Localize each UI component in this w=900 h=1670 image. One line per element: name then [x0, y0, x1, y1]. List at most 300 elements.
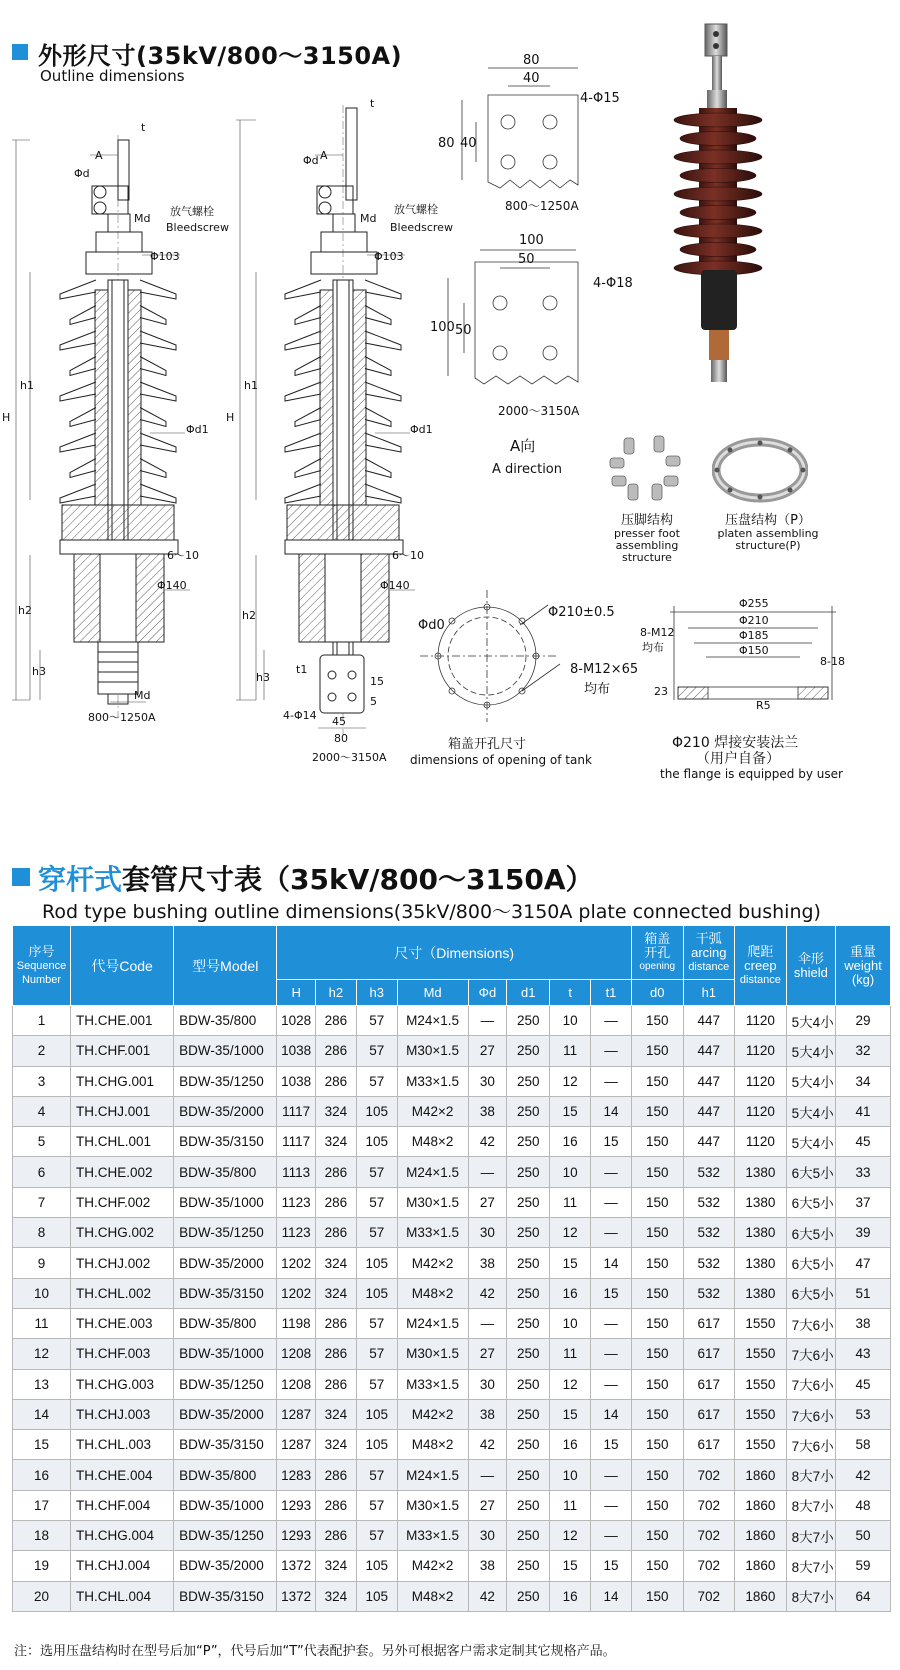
table-cell: 14 — [13, 1399, 71, 1429]
sub-h2: h2 — [316, 980, 357, 1006]
table-cell: — — [591, 1066, 632, 1096]
plate1-range: 800～1250A — [505, 199, 579, 213]
dim-holes-right: 4-Φ14 — [283, 709, 317, 722]
table-cell: 250 — [507, 1521, 550, 1551]
table-cell: TH.CHL.001 — [71, 1127, 174, 1157]
table-cell: BDW-35/2000 — [174, 1096, 277, 1126]
sub-h1: h1 — [683, 980, 735, 1006]
table-cell: 1123 — [277, 1218, 316, 1248]
table-cell: BDW-35/3150 — [174, 1278, 277, 1308]
dim-t1-right: t1 — [296, 663, 308, 676]
table-cell: 1293 — [277, 1490, 316, 1520]
table-cell: 150 — [631, 1369, 683, 1399]
dim-md-right: Md — [360, 212, 377, 225]
table-cell: BDW-35/3150 — [174, 1127, 277, 1157]
tank-en: dimensions of opening of tank — [410, 753, 592, 767]
table-cell: 105 — [356, 1399, 397, 1429]
table-cell: 2 — [13, 1036, 71, 1066]
table-row — [13, 1521, 891, 1551]
table-cell: M33×1.5 — [397, 1521, 468, 1551]
plate1-hhalf: 40 — [460, 136, 477, 151]
table-cell: 1120 — [735, 1066, 787, 1096]
table-cell: 702 — [683, 1551, 735, 1581]
bushing-photo — [665, 20, 775, 390]
table-cell: M42×2 — [397, 1248, 468, 1278]
platen-cn: 压盘结构（P） — [725, 513, 811, 528]
dim-H-right: H — [226, 411, 235, 424]
table-cell: 105 — [356, 1127, 397, 1157]
table-cell: 15 — [591, 1430, 632, 1460]
table-cell: 532 — [683, 1218, 735, 1248]
table-cell: BDW-35/1000 — [174, 1490, 277, 1520]
table-row — [13, 1096, 891, 1126]
dim-h3-left: h3 — [32, 665, 46, 678]
bushing-drawing-left — [60, 135, 178, 718]
dim-h3-right: h3 — [256, 671, 270, 684]
table-cell: 43 — [836, 1339, 891, 1369]
table-cell: TH.CHF.003 — [71, 1339, 174, 1369]
table-cell: 286 — [316, 1521, 357, 1551]
bushing-drawing-right — [285, 105, 403, 735]
table-cell: 1550 — [735, 1369, 787, 1399]
table-cell: 8大7小 — [786, 1460, 835, 1490]
table-cell: 702 — [683, 1581, 735, 1611]
table-cell: 250 — [507, 1218, 550, 1248]
table-cell: — — [468, 1157, 507, 1187]
table-cell: 15 — [550, 1399, 591, 1429]
table-cell: 15 — [591, 1551, 632, 1581]
table-cell: 57 — [356, 1521, 397, 1551]
table-cell: 16 — [550, 1430, 591, 1460]
table-cell: 1208 — [277, 1369, 316, 1399]
table-cell: — — [591, 1339, 632, 1369]
bleed-cn-right: 放气螺栓 — [394, 203, 438, 216]
table-cell: 30 — [468, 1521, 507, 1551]
table-cell: BDW-35/1000 — [174, 1339, 277, 1369]
table-row — [13, 1157, 891, 1187]
col-weight-unit: (kg) — [851, 971, 875, 987]
table-cell: 45 — [836, 1369, 891, 1399]
table-cell: 286 — [316, 1218, 357, 1248]
table-cell: 42 — [836, 1460, 891, 1490]
dim-80-right: 80 — [334, 732, 348, 745]
table-cell: 1550 — [735, 1399, 787, 1429]
table-cell: 30 — [468, 1369, 507, 1399]
plate1-holes: 4-Φ15 — [580, 91, 620, 106]
col-weight — [836, 926, 891, 1006]
a-direction-en: A direction — [492, 462, 562, 477]
table-cell: 6大5小 — [786, 1157, 835, 1187]
col-creep — [735, 926, 787, 1006]
flange-d150: Φ150 — [739, 644, 769, 657]
dim-H-left: H — [2, 411, 11, 424]
table-cell: 57 — [356, 1157, 397, 1187]
plate2-half: 50 — [518, 252, 535, 267]
table-cell: TH.CHJ.003 — [71, 1399, 174, 1429]
table-cell: 1117 — [277, 1127, 316, 1157]
table-cell: 57 — [356, 1339, 397, 1369]
table-cell: 6大5小 — [786, 1187, 835, 1217]
col-shield — [786, 926, 835, 1006]
table-cell: 150 — [631, 1187, 683, 1217]
table-cell: 51 — [836, 1278, 891, 1308]
table-cell: 7大6小 — [786, 1369, 835, 1399]
table-cell: M33×1.5 — [397, 1369, 468, 1399]
table-cell: 27 — [468, 1036, 507, 1066]
table-cell: 12 — [550, 1218, 591, 1248]
col-creep-en1: creep — [744, 957, 777, 973]
table-cell: 13 — [13, 1369, 71, 1399]
col-weight-en: weight — [844, 957, 882, 973]
table-cell: 1380 — [735, 1248, 787, 1278]
table-cell: TH.CHG.003 — [71, 1369, 174, 1399]
dim-md-left: Md — [134, 212, 151, 225]
table-cell: 286 — [316, 1460, 357, 1490]
table-cell: 1028 — [277, 1006, 316, 1036]
table-cell: TH.CHL.002 — [71, 1278, 174, 1308]
table-cell: BDW-35/800 — [174, 1460, 277, 1490]
col-dimensions: 尺寸（Dimensions) — [277, 926, 632, 980]
col-arcing-en1: arcing — [691, 944, 727, 960]
col-seq-en1: Sequence — [16, 959, 67, 972]
table-cell: 286 — [316, 1369, 357, 1399]
spec-table — [12, 925, 891, 1612]
dim-45-right: 45 — [332, 715, 346, 728]
table-cell: BDW-35/3150 — [174, 1430, 277, 1460]
table-cell: 150 — [631, 1096, 683, 1126]
table-cell: 250 — [507, 1308, 550, 1338]
dim-phi103-right: Φ103 — [374, 250, 404, 263]
table-cell: 150 — [631, 1248, 683, 1278]
table-row — [13, 1581, 891, 1611]
table-cell: 47 — [836, 1248, 891, 1278]
table-cell: M24×1.5 — [397, 1157, 468, 1187]
table-cell: 1202 — [277, 1278, 316, 1308]
presser-en: presser foot assembling structure — [614, 527, 680, 564]
table-row — [13, 1218, 891, 1248]
flange-cn2: （用户自备） — [696, 751, 780, 767]
table-cell: 37 — [836, 1187, 891, 1217]
table-cell: 10 — [550, 1006, 591, 1036]
table-cell: — — [591, 1308, 632, 1338]
table-cell: 250 — [507, 1369, 550, 1399]
table-cell: 42 — [468, 1581, 507, 1611]
table-cell: 250 — [507, 1278, 550, 1308]
flange-h23: 23 — [654, 685, 668, 698]
table-cell: 150 — [631, 1278, 683, 1308]
table-cell: 12 — [550, 1066, 591, 1096]
col-opening — [631, 926, 683, 980]
table-cell: 1038 — [277, 1036, 316, 1066]
table-cell: 8大7小 — [786, 1490, 835, 1520]
plate1-half: 40 — [523, 71, 540, 86]
table-cell: 1202 — [277, 1248, 316, 1278]
col-model: 型号Model — [174, 926, 277, 1006]
tank-cn: 箱盖开孔尺寸 — [448, 737, 527, 752]
table-cell: 150 — [631, 1066, 683, 1096]
tank-d210: Φ210±0.5 — [548, 605, 615, 620]
sub-d1: d1 — [507, 980, 550, 1006]
table-cell: 5大4小 — [786, 1036, 835, 1066]
table-cell: 286 — [316, 1490, 357, 1520]
table-cell: 1287 — [277, 1430, 316, 1460]
table-cell: 532 — [683, 1187, 735, 1217]
presser-cn: 压脚结构 — [620, 513, 673, 528]
table-cell: 6 — [13, 1157, 71, 1187]
table-cell: BDW-35/800 — [174, 1006, 277, 1036]
dim-gap-left: 6～10 — [167, 549, 199, 562]
platen-ring-photo — [712, 436, 808, 506]
table-cell: 1550 — [735, 1430, 787, 1460]
dim-5-right: 5 — [370, 695, 377, 708]
table-cell: TH.CHL.003 — [71, 1430, 174, 1460]
table-cell: 38 — [468, 1096, 507, 1126]
table-cell: 57 — [356, 1036, 397, 1066]
table-cell: 150 — [631, 1551, 683, 1581]
col-seq-cn: 序号 — [28, 943, 55, 959]
table-cell: TH.CHG.001 — [71, 1066, 174, 1096]
table-cell: 250 — [507, 1006, 550, 1036]
table-cell: 105 — [356, 1551, 397, 1581]
flange-cn: Φ210 焊接安装法兰 — [672, 735, 799, 751]
table-cell: 12 — [550, 1369, 591, 1399]
table-cell: 7大6小 — [786, 1339, 835, 1369]
table-cell: 5 — [13, 1127, 71, 1157]
table-cell: 150 — [631, 1218, 683, 1248]
table-cell: 532 — [683, 1157, 735, 1187]
col-seq-en2: Number — [21, 973, 62, 986]
table-cell: 250 — [507, 1460, 550, 1490]
table-cell: TH.CHF.002 — [71, 1187, 174, 1217]
table-cell: 7 — [13, 1187, 71, 1217]
dim-t-left: t — [141, 121, 146, 134]
table-cell: — — [591, 1490, 632, 1520]
table-cell: BDW-35/1250 — [174, 1066, 277, 1096]
table-cell: 447 — [683, 1066, 735, 1096]
table-cell: 15 — [550, 1096, 591, 1126]
tank-opening-drawing — [420, 590, 560, 722]
table-cell: 150 — [631, 1308, 683, 1338]
table-cell: M24×1.5 — [397, 1006, 468, 1036]
table-cell: 16 — [550, 1278, 591, 1308]
table-cell: 9 — [13, 1248, 71, 1278]
col-opening-en: opening — [639, 960, 676, 972]
table-cell: 105 — [356, 1248, 397, 1278]
a-direction-cn: A向 — [510, 437, 536, 455]
table-cell: M48×2 — [397, 1581, 468, 1611]
table-cell: 38 — [836, 1308, 891, 1338]
table-cell: — — [591, 1218, 632, 1248]
table-cell: 447 — [683, 1127, 735, 1157]
dim-phid-right: Φd — [303, 154, 319, 167]
table-cell: — — [591, 1369, 632, 1399]
table-cell: 286 — [316, 1308, 357, 1338]
table-cell: M30×1.5 — [397, 1036, 468, 1066]
table-cell: — — [591, 1521, 632, 1551]
table-cell: 1380 — [735, 1278, 787, 1308]
table-cell: M30×1.5 — [397, 1339, 468, 1369]
col-shield-en: shield — [793, 964, 828, 980]
table-cell: 15 — [13, 1430, 71, 1460]
table-cell: TH.CHF.001 — [71, 1036, 174, 1066]
table-cell: M24×1.5 — [397, 1460, 468, 1490]
table-cell: 1283 — [277, 1460, 316, 1490]
flange-d185: Φ185 — [739, 629, 769, 642]
dim-phi140-left: Φ140 — [157, 579, 187, 592]
table-cell: 5大4小 — [786, 1066, 835, 1096]
plate1-width: 80 — [523, 53, 540, 68]
table-row — [13, 1430, 891, 1460]
table-cell: 617 — [683, 1308, 735, 1338]
table-cell: BDW-35/1250 — [174, 1218, 277, 1248]
table-cell: 1372 — [277, 1551, 316, 1581]
table-cell: 5大4小 — [786, 1006, 835, 1036]
table-cell: 1380 — [735, 1157, 787, 1187]
table-cell: 324 — [316, 1399, 357, 1429]
table-cell: BDW-35/1000 — [174, 1187, 277, 1217]
table-cell: 11 — [550, 1036, 591, 1066]
table-cell: 150 — [631, 1339, 683, 1369]
table-cell: TH.CHF.004 — [71, 1490, 174, 1520]
col-creep-en2: distance — [739, 973, 781, 986]
table-cell: 150 — [631, 1006, 683, 1036]
table-row — [13, 1460, 891, 1490]
section2-marker — [12, 868, 30, 886]
table-cell: 6大5小 — [786, 1248, 835, 1278]
table-cell: — — [591, 1006, 632, 1036]
table-cell: 1860 — [735, 1551, 787, 1581]
table-cell: 41 — [836, 1096, 891, 1126]
table-cell: 64 — [836, 1581, 891, 1611]
plate1-height: 80 — [438, 136, 455, 151]
table-cell: 16 — [550, 1581, 591, 1611]
table-cell: 286 — [316, 1187, 357, 1217]
plate-drawing-large — [448, 250, 578, 384]
table-cell: 1120 — [735, 1127, 787, 1157]
table-cell: M42×2 — [397, 1399, 468, 1429]
flange-d255: Φ255 — [739, 597, 769, 610]
table-cell: 250 — [507, 1127, 550, 1157]
plate2-hhalf: 50 — [455, 323, 472, 338]
table-cell: 38 — [468, 1248, 507, 1278]
dim-h2-right: h2 — [242, 609, 256, 622]
table-cell: TH.CHL.004 — [71, 1581, 174, 1611]
table-cell: 1120 — [735, 1006, 787, 1036]
table-cell: — — [468, 1460, 507, 1490]
table-row — [13, 1006, 891, 1036]
table-cell: 32 — [836, 1036, 891, 1066]
table-cell: 18 — [13, 1521, 71, 1551]
table-cell: 30 — [468, 1066, 507, 1096]
table-cell: 34 — [836, 1066, 891, 1096]
section2-title-rest: 套管尺寸表（35kV/800～3150A） — [122, 863, 594, 896]
table-cell: TH.CHG.002 — [71, 1218, 174, 1248]
table-cell: TH.CHE.003 — [71, 1308, 174, 1338]
table-cell: 11 — [550, 1339, 591, 1369]
bleed-cn-left: 放气螺栓 — [170, 205, 214, 218]
col-seq — [13, 926, 71, 1006]
table-cell: 57 — [356, 1187, 397, 1217]
table-cell: BDW-35/800 — [174, 1308, 277, 1338]
table-row — [13, 1187, 891, 1217]
table-cell: — — [591, 1187, 632, 1217]
table-cell: TH.CHG.004 — [71, 1521, 174, 1551]
table-row — [13, 1036, 891, 1066]
table-cell: 250 — [507, 1157, 550, 1187]
table-row — [13, 1127, 891, 1157]
table-cell: TH.CHJ.004 — [71, 1551, 174, 1581]
table-cell: 150 — [631, 1399, 683, 1429]
table-cell: 1 — [13, 1006, 71, 1036]
table-cell: TH.CHE.004 — [71, 1460, 174, 1490]
table-row — [13, 1399, 891, 1429]
table-cell: 1860 — [735, 1490, 787, 1520]
table-cell: 4 — [13, 1096, 71, 1126]
dim-phid-left: Φd — [74, 167, 90, 180]
table-cell: 1117 — [277, 1096, 316, 1126]
table-cell: 57 — [356, 1490, 397, 1520]
table-cell: 12 — [13, 1339, 71, 1369]
table-cell: 105 — [356, 1278, 397, 1308]
col-arcing-en2: distance — [688, 960, 730, 973]
col-creep-cn: 爬距 — [747, 943, 774, 959]
tank-bolts: 8-M12×65 — [570, 662, 639, 677]
table-row — [13, 1248, 891, 1278]
table-cell: 59 — [836, 1551, 891, 1581]
table-cell: 19 — [13, 1551, 71, 1581]
table-cell: 1198 — [277, 1308, 316, 1338]
table-cell: 250 — [507, 1551, 550, 1581]
table-cell: 447 — [683, 1006, 735, 1036]
table-cell: 324 — [316, 1430, 357, 1460]
section1-subtitle: Outline dimensions — [40, 67, 185, 85]
table-cell: 702 — [683, 1460, 735, 1490]
table-cell: 250 — [507, 1581, 550, 1611]
table-cell: BDW-35/1250 — [174, 1521, 277, 1551]
table-cell: 702 — [683, 1521, 735, 1551]
table-row — [13, 1369, 891, 1399]
table-cell: — — [591, 1460, 632, 1490]
table-cell: 10 — [13, 1278, 71, 1308]
table-cell: 38 — [468, 1399, 507, 1429]
table-cell: 286 — [316, 1066, 357, 1096]
table-cell: 27 — [468, 1490, 507, 1520]
dim-phid1-left: Φd1 — [186, 423, 209, 436]
table-cell: 324 — [316, 1551, 357, 1581]
table-cell: 1380 — [735, 1218, 787, 1248]
section2-title — [38, 858, 594, 898]
footnote: 注：选用压盘结构时在型号后加“P”，代号后加“T”代表配护套。另外可根据客户需求定制其它规格产品。 — [14, 1644, 616, 1659]
table-cell: 27 — [468, 1187, 507, 1217]
flange-d18: 8-18 — [820, 655, 845, 668]
plate2-holes: 4-Φ18 — [593, 276, 633, 291]
table-cell: 150 — [631, 1581, 683, 1611]
sub-H: H — [277, 980, 316, 1006]
table-cell: 1113 — [277, 1157, 316, 1187]
table-cell: 324 — [316, 1127, 357, 1157]
table-cell: 42 — [468, 1430, 507, 1460]
table-cell: M30×1.5 — [397, 1490, 468, 1520]
flange-en: the flange is equipped by user — [660, 767, 843, 781]
table-cell: 324 — [316, 1581, 357, 1611]
col-arcing — [683, 926, 735, 980]
dim-h1-left: h1 — [20, 379, 34, 392]
table-cell: 10 — [550, 1308, 591, 1338]
presser-foot-photo — [606, 432, 686, 502]
table-cell: 1860 — [735, 1581, 787, 1611]
col-shield-cn: 伞形 — [797, 950, 824, 966]
table-cell: 27 — [468, 1339, 507, 1369]
